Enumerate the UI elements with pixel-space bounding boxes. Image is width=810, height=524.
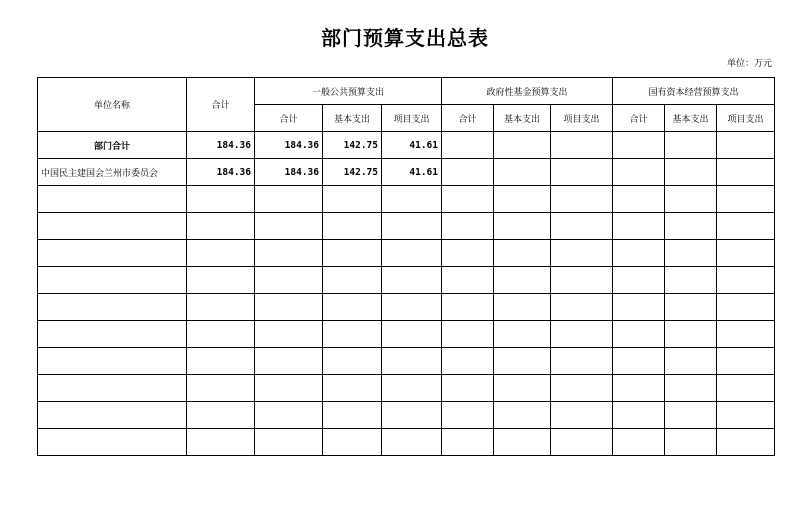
header-government-fund-budget: 政府性基金预算支出 — [442, 78, 613, 105]
value-cell — [382, 429, 442, 456]
value-cell — [613, 213, 665, 240]
value-cell — [613, 132, 665, 159]
value-cell — [255, 186, 323, 213]
row-label-cell — [38, 186, 187, 213]
value-cell — [613, 186, 665, 213]
row-label-cell — [38, 240, 187, 267]
value-cell: 184.36 — [187, 132, 255, 159]
value-cell — [323, 348, 382, 375]
value-cell — [382, 375, 442, 402]
value-cell — [442, 375, 494, 402]
value-cell — [665, 348, 717, 375]
value-cell — [613, 348, 665, 375]
row-label-cell — [38, 348, 187, 375]
subheader-total: 合计 — [255, 105, 323, 132]
value-cell — [382, 294, 442, 321]
value-cell — [717, 321, 775, 348]
value-cell — [255, 321, 323, 348]
value-cell — [187, 240, 255, 267]
unit-label: 单位：万元 — [726, 59, 772, 69]
value-cell — [551, 132, 613, 159]
value-cell — [717, 240, 775, 267]
value-cell — [613, 321, 665, 348]
value-cell — [717, 402, 775, 429]
value-cell — [323, 240, 382, 267]
table-row — [38, 159, 775, 186]
table-row — [38, 429, 775, 456]
subheader-project: 项目支出 — [382, 105, 442, 132]
value-cell — [494, 321, 551, 348]
value-cell — [255, 294, 323, 321]
table-row — [38, 186, 775, 213]
value-cell — [255, 429, 323, 456]
value-cell — [323, 402, 382, 429]
value-cell — [551, 294, 613, 321]
header-total: 合计 — [187, 78, 255, 132]
row-label-cell: 部门合计 — [38, 132, 187, 159]
subheader-basic: 基本支出 — [665, 105, 717, 132]
value-cell — [494, 159, 551, 186]
value-cell — [551, 321, 613, 348]
value-cell — [717, 429, 775, 456]
value-cell: 41.61 — [382, 159, 442, 186]
value-cell — [323, 321, 382, 348]
value-cell — [187, 321, 255, 348]
value-cell — [323, 294, 382, 321]
value-cell — [187, 267, 255, 294]
value-cell: 41.61 — [382, 132, 442, 159]
value-cell — [613, 375, 665, 402]
table-row — [38, 240, 775, 267]
table-row — [38, 267, 775, 294]
table-row — [38, 132, 775, 159]
value-cell — [442, 267, 494, 294]
value-cell — [665, 132, 717, 159]
value-cell — [494, 186, 551, 213]
value-cell: 184.36 — [187, 159, 255, 186]
value-cell — [382, 213, 442, 240]
row-label-cell — [38, 429, 187, 456]
value-cell — [187, 294, 255, 321]
subheader-basic: 基本支出 — [323, 105, 382, 132]
value-cell — [717, 294, 775, 321]
value-cell — [551, 429, 613, 456]
value-cell — [717, 348, 775, 375]
value-cell — [187, 402, 255, 429]
value-cell — [551, 186, 613, 213]
subheader-total: 合计 — [613, 105, 665, 132]
value-cell — [442, 402, 494, 429]
value-cell — [494, 294, 551, 321]
table-row — [38, 213, 775, 240]
value-cell — [717, 375, 775, 402]
table-row — [38, 402, 775, 429]
value-cell — [442, 429, 494, 456]
row-label-cell — [38, 321, 187, 348]
value-cell — [613, 294, 665, 321]
subheader-project: 项目支出 — [551, 105, 613, 132]
value-cell — [717, 267, 775, 294]
value-cell — [187, 213, 255, 240]
value-cell — [665, 321, 717, 348]
value-cell — [187, 186, 255, 213]
value-cell — [442, 159, 494, 186]
value-cell — [323, 429, 382, 456]
value-cell — [494, 267, 551, 294]
value-cell — [255, 402, 323, 429]
value-cell: 184.36 — [255, 159, 323, 186]
row-label-cell — [38, 213, 187, 240]
value-cell — [665, 402, 717, 429]
value-cell — [382, 240, 442, 267]
value-cell — [494, 348, 551, 375]
value-cell — [255, 348, 323, 375]
subheader-basic: 基本支出 — [494, 105, 551, 132]
value-cell — [494, 213, 551, 240]
value-cell — [382, 267, 442, 294]
value-cell — [551, 375, 613, 402]
value-cell — [442, 186, 494, 213]
table-row — [38, 348, 775, 375]
value-cell — [323, 375, 382, 402]
value-cell — [613, 240, 665, 267]
value-cell — [323, 186, 382, 213]
value-cell — [187, 429, 255, 456]
value-cell — [494, 429, 551, 456]
value-cell — [187, 348, 255, 375]
value-cell — [665, 267, 717, 294]
row-label-cell: 中国民主建国会兰州市委员会 — [38, 159, 187, 186]
budget-table — [37, 77, 775, 456]
value-cell — [382, 348, 442, 375]
value-cell — [442, 132, 494, 159]
value-cell — [442, 213, 494, 240]
value-cell — [717, 132, 775, 159]
value-cell — [613, 429, 665, 456]
value-cell — [255, 240, 323, 267]
value-cell — [382, 186, 442, 213]
value-cell — [551, 159, 613, 186]
value-cell — [494, 132, 551, 159]
value-cell — [665, 213, 717, 240]
value-cell — [665, 294, 717, 321]
page-title: 部门预算支出总表 — [321, 26, 489, 50]
value-cell — [551, 348, 613, 375]
value-cell — [494, 375, 551, 402]
table-row — [38, 375, 775, 402]
row-label-cell — [38, 402, 187, 429]
row-label-cell — [38, 267, 187, 294]
header-general-public-budget: 一般公共预算支出 — [255, 78, 442, 105]
value-cell — [551, 402, 613, 429]
table-row — [38, 294, 775, 321]
value-cell — [187, 375, 255, 402]
value-cell — [613, 267, 665, 294]
value-cell — [665, 375, 717, 402]
header-unit-name: 单位名称 — [38, 78, 187, 132]
value-cell — [255, 213, 323, 240]
value-cell — [494, 402, 551, 429]
value-cell — [494, 240, 551, 267]
value-cell — [323, 267, 382, 294]
value-cell — [551, 267, 613, 294]
table-row — [38, 321, 775, 348]
value-cell — [442, 348, 494, 375]
value-cell — [442, 294, 494, 321]
value-cell — [665, 429, 717, 456]
value-cell — [665, 240, 717, 267]
subheader-total: 合计 — [442, 105, 494, 132]
value-cell — [717, 159, 775, 186]
value-cell — [382, 402, 442, 429]
value-cell — [665, 159, 717, 186]
value-cell: 142.75 — [323, 159, 382, 186]
value-cell — [442, 240, 494, 267]
row-label-cell — [38, 294, 187, 321]
value-cell — [323, 213, 382, 240]
header-state-capital-budget: 国有资本经营预算支出 — [613, 78, 775, 105]
value-cell — [551, 213, 613, 240]
value-cell — [613, 402, 665, 429]
value-cell — [442, 321, 494, 348]
row-label-cell — [38, 375, 187, 402]
value-cell — [255, 267, 323, 294]
subheader-project: 项目支出 — [717, 105, 775, 132]
value-cell — [551, 240, 613, 267]
value-cell: 142.75 — [323, 132, 382, 159]
value-cell — [613, 159, 665, 186]
value-cell — [717, 213, 775, 240]
value-cell — [382, 321, 442, 348]
value-cell — [255, 375, 323, 402]
value-cell — [665, 186, 717, 213]
value-cell: 184.36 — [255, 132, 323, 159]
value-cell — [717, 186, 775, 213]
